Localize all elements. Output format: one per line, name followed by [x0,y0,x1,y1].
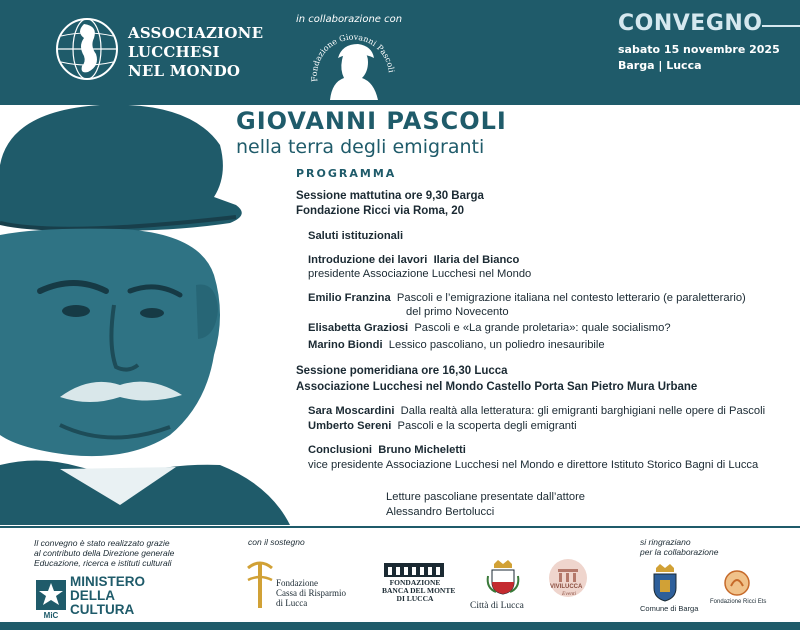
franzina-speaker: Emilio Franzina [308,292,391,304]
fbml-line-1: FONDAZIONE [389,578,441,587]
fondazione-pascoli-logo-text: Fondazione Giovanni Pascoli [310,32,396,83]
footer-divider [0,526,800,528]
talk-biondi [308,338,605,352]
ministero-line-2: DELLA [70,588,115,603]
ringraziano-line-2: per la collaborazione [640,547,719,557]
fbml-name [382,578,456,603]
citta-lucca-label: Città di Lucca [470,601,524,611]
lucca-crest-icon [484,558,522,596]
bottom-band [0,622,800,630]
fbml-line-2: BANCA DEL MONTE [382,586,456,595]
sereni-title: Pascoli e la scoperta degli emigranti [397,420,577,432]
fcrl-logo-icon [244,558,276,610]
main-subtitle: nella terra degli emigranti [236,136,485,158]
talk-moscardini [308,404,765,418]
fondazione-ricci-logo-icon [724,570,750,596]
mic-star-icon [36,580,66,610]
programma-heading: PROGRAMMA [296,167,397,180]
vivilucca-sub: Eventi [562,591,577,597]
ministero-name [70,575,145,617]
graziosi-title: Pascoli e «La grande proletaria»: quale socialismo? [414,322,671,334]
fondazione-pascoli-logo-icon [310,20,396,102]
barga-crest-icon [648,564,682,602]
association-name-line-3: NEL MONDO [128,62,241,80]
association-name [128,24,263,81]
comune-barga-label: Comune di Barga [640,604,699,613]
letture-label: Letture pascoliane presentate dall’attore [386,491,586,503]
morning-session-venue: Fondazione Ricci via Roma, 20 [296,205,465,217]
afternoon-session-venue: Associazione Lucchesi nel Mondo Castello Porta San Pietro Mura Urbane [296,381,698,393]
event-date: sabato 15 novembre 2025 [618,43,780,56]
franzina-title-1: Pascoli e l’emigrazione italiana nel contesto letterario (e paraletterario) [396,292,746,304]
saluti-istituzionali [308,229,403,243]
moscardini-speaker: Sara Moscardini [308,405,395,417]
fcrl-name [276,578,346,608]
fcrl-line-1: Fondazione [276,578,318,588]
credit-line-3: Educazione, ricerca e istituti culturali [34,558,172,568]
franzina-title-2: del primo Novecento [406,306,509,318]
moscardini-title: Dalla realtà alla letteratura: gli emigranti barghigiani nelle opere di Pascoli [400,405,766,417]
fcrl-line-3: di Lucca [276,598,308,608]
intro-role: presidente Associazione Lucchesi nel Mondo [308,268,532,280]
intro-speaker: Ilaria del Bianco [433,254,520,266]
convegno-title: CONVEGNO [618,11,763,36]
vivilucca-label: VIVILUCCA [550,584,583,590]
convegno-divider [762,25,800,27]
biondi-title: Lessico pascoliano, un poliedro inesauribile [388,339,605,351]
actor-name: Alessandro Bertolucci [386,506,495,518]
ringraziano-line-1: si ringraziano [640,537,691,547]
fondazione-ricci-label: Fondazione Ricci Ets [710,599,767,605]
sostegno-label: con il sostegno [248,537,305,547]
saluti-label: Saluti istituzionali [308,230,404,242]
credit-line-1: Il convegno è stato realizzato grazie [34,538,170,548]
morning-session-heading: Sessione mattutina ore 9,30 Barga [296,190,484,202]
ministero-line-1: MINISTERO [70,574,146,589]
sereni-speaker: Umberto Sereni [308,420,392,432]
talk-sereni [308,419,577,433]
ministero-line-3: CULTURA [70,602,135,617]
intro-title: Introduzione dei lavori [308,254,428,266]
conclusioni-speaker: Bruno Micheletti [378,444,466,456]
conclusioni-title: Conclusioni [308,444,373,456]
intro-item [308,253,519,267]
mic-abbr: MiC [43,611,59,620]
credit-line-2: al contributo della Direzione generale [34,548,175,558]
biondi-speaker: Marino Biondi [308,339,383,351]
talk-graziosi [308,321,671,335]
conclusioni-role: vice presidente Associazione Lucchesi nel Mondo e direttore Istituto Storico Bagni di Lucca [308,459,759,471]
fbml-line-3: DI LUCCA [396,594,434,603]
graziosi-speaker: Elisabetta Graziosi [308,322,409,334]
talk-franzina [308,291,746,305]
event-place: Barga | Lucca [618,59,702,72]
mic-logo-icon [36,580,66,610]
conclusioni-item [308,443,466,457]
main-title: GIOVANNI PASCOLI [236,107,507,135]
fcrl-line-2: Cassa di Risparmio [276,588,346,598]
header-band [0,0,800,105]
association-name-line-1: ASSOCIAZIONE [128,24,264,42]
afternoon-session-heading: Sessione pomeridiana ore 16,30 Lucca [296,365,508,377]
fbml-building-icon [384,563,444,577]
pascoli-portrait [0,105,290,525]
association-name-line-2: LUCCHESI [128,43,220,61]
globe-seahorse-logo-icon [54,16,120,82]
collaboration-label: in collaborazione con [296,14,403,25]
